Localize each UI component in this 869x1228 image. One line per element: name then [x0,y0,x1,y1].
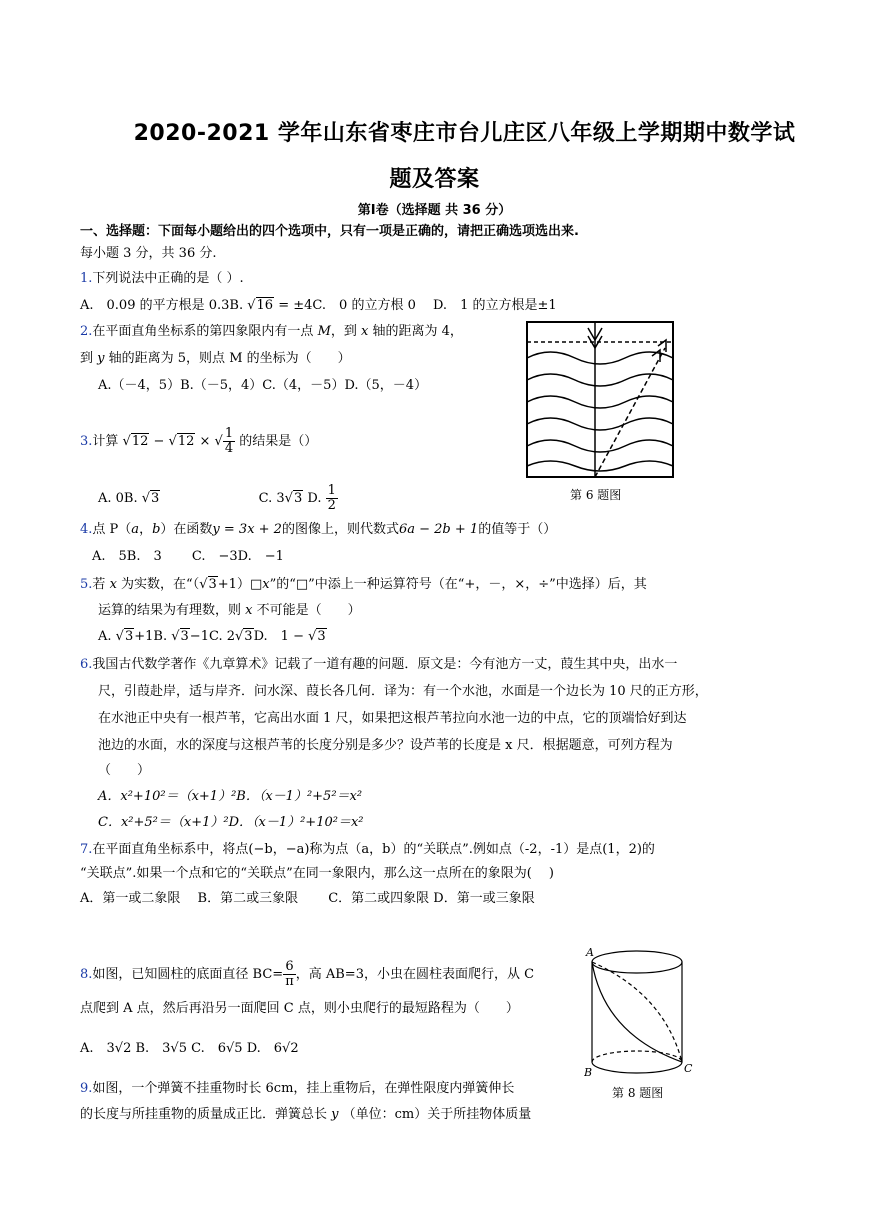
q6-options-cd: C．x²+5²＝（x+1）²D．（x－1）²+10²＝x² [98,815,364,830]
q8-number: 8. [80,967,93,982]
q3-stem: 3.计算 √12 − √12 × √ $\frac{1}{4}$ 的结果是（） [80,426,318,456]
q5-number: 5. [80,577,93,592]
q2-stem-line-1: 2.在平面直角坐标系的第四象限内有一点 M，到 x 轴的距离为 4， [80,324,463,339]
q5-stem-line-2: 运算的结果为有理数，则 x 不可能是（ ） [98,603,361,618]
q3-number: 3. [80,434,93,449]
q3-option-d-fraction: $\frac{1}{2}$ [327,483,336,513]
q1-option-a: A. 0.09 的平方根是 0.3B. [80,298,244,313]
q6-line-1: 6.我国古代数学著作《九章算术》记载了一道有趣的问题．原文是：今有池方一丈，葭生其中央，出水一 [80,657,678,672]
q1-option-cd: C. 0 的立方根 0 D. 1 的立方根是±1 [312,298,557,313]
part1-heading: 一、选择题：下面每小题给出的四个选项中，只有一项是正确的，请把正确选项选出来. [80,224,579,239]
q4-number: 4. [80,522,93,537]
q6-line-5: （ ） [98,763,151,778]
q8-options: A. 3√2 B. 3√5 C. 6√5 D. 6√2 [80,1041,299,1056]
q1-stem [80,270,244,288]
q3-options: A. 0B. √3 C. 3√3 D. $\frac{1}{2}$ [98,483,336,513]
q2-stem-line-2: 到 y 轴的距离为 5，则点 M 的坐标为（ ） [80,351,351,366]
figure-8-cylinder-diagram [584,944,694,1080]
q7-line-1: 7.在平面直角坐标系中，将点(−b，−a)称为点（a，b）的“关联点”.例如点（-2，-1）是点(1，2)的 [80,842,655,857]
q3-fraction: $\frac{1}{4}$ [224,426,234,456]
figure-8-label-a: A [586,946,594,959]
part1-note: 每小题 3 分，共 36 分. [80,246,217,261]
figure-8-caption: 第 8 题图 [612,1086,664,1100]
q4-options: A. 5B. 3 C. −3D. −1 [92,549,284,564]
figure-8-label-b: B [584,1066,593,1079]
figure-8-label-c: C [684,1062,693,1075]
q7-number: 7. [80,842,93,857]
title-line-2: 题及答案 [389,167,480,192]
q5-options: A. √3+1B. √3−1C. 2√3D. 1 − √3 [98,629,326,644]
q1-text: 下列说法中正确的是（ ）. [92,271,244,286]
title-line-1: 2020-2021 学年山东省枣庄市台儿庄区八年级上学期期中数学试 [133,121,796,146]
q6-number: 6. [80,657,93,672]
q9-line-2: 的长度与所挂重物的质量成正比．弹簧总长 y （单位：cm）关于所挂物体质量 [80,1107,532,1122]
q6-line-2: 尺，引葭赴岸，适与岸齐．问水深、葭长各几何．译为：有一个水池，水面是一个边长为 10 尺的正方形， [98,684,708,699]
q7-line-2: “关联点”.如果一个点和它的“关联点”在同一象限内，那么这一点所在的象限为( ) [80,866,554,881]
q2-options: A.（－4，5）B.（－5，4）C.（4，－5）D.（5，－4） [98,378,428,393]
figure-6-caption: 第 6 题图 [570,488,622,502]
q7-options: A．第一或二象限 B．第二或三象限 C．第二或四象限 D．第一或三象限 [80,891,535,906]
q6-line-3: 在水池正中央有一根芦苇，它高出水面 1 尺，如果把这根芦苇拉向水池一边的中点，它的顶端恰好到达 [98,711,687,726]
q5-stem-line-1: 5.若 x 为实数，在“（√3+1）□x”的“□”中添上一种运算符号（在“+，－，×，÷”中选择）后，其 [80,577,647,592]
q8-stem-line-2: 点爬到 A 点，然后再沿另一面爬回 C 点，则小虫爬行的最短路程为（ ） [80,1001,519,1016]
q8-stem-line-1: 8.如图，已知圆柱的底面直径 BC= $\frac{6}{\pi}$ ，高 AB=3，小虫在圆柱表面爬行，从 C [80,959,535,989]
q6-line-4: 池边的水面，水的深度与这根芦苇的长度分别是多少？设芦苇的长度是 x 尺．根据题意，可列方程为 [98,738,673,753]
q1-options [80,297,557,315]
q9-number: 9. [80,1081,93,1096]
q9-line-1: 9.如图，一个弹簧不挂重物时长 6cm，挂上重物后，在弹性限度内弹簧伸长 [80,1081,515,1096]
q2-number: 2. [80,324,93,339]
q8-fraction: $\frac{6}{\pi}$ [285,959,294,989]
q1-option-b: √16 = ±4 [247,298,313,313]
q4-stem: 4.点 P（a，b）在函数y = 3x + 2的图像上，则代数式6a − 2b + 1的值等于（） [80,522,557,537]
q1-number: 1. [80,271,93,286]
q6-options-ab: A．x²+10²＝（x+1）²B．（x－1）²+5²＝x² [98,789,363,804]
section-title: 第Ⅰ卷（选择题 共 36 分） [357,203,512,218]
figure-6-pond-diagram [520,318,680,482]
